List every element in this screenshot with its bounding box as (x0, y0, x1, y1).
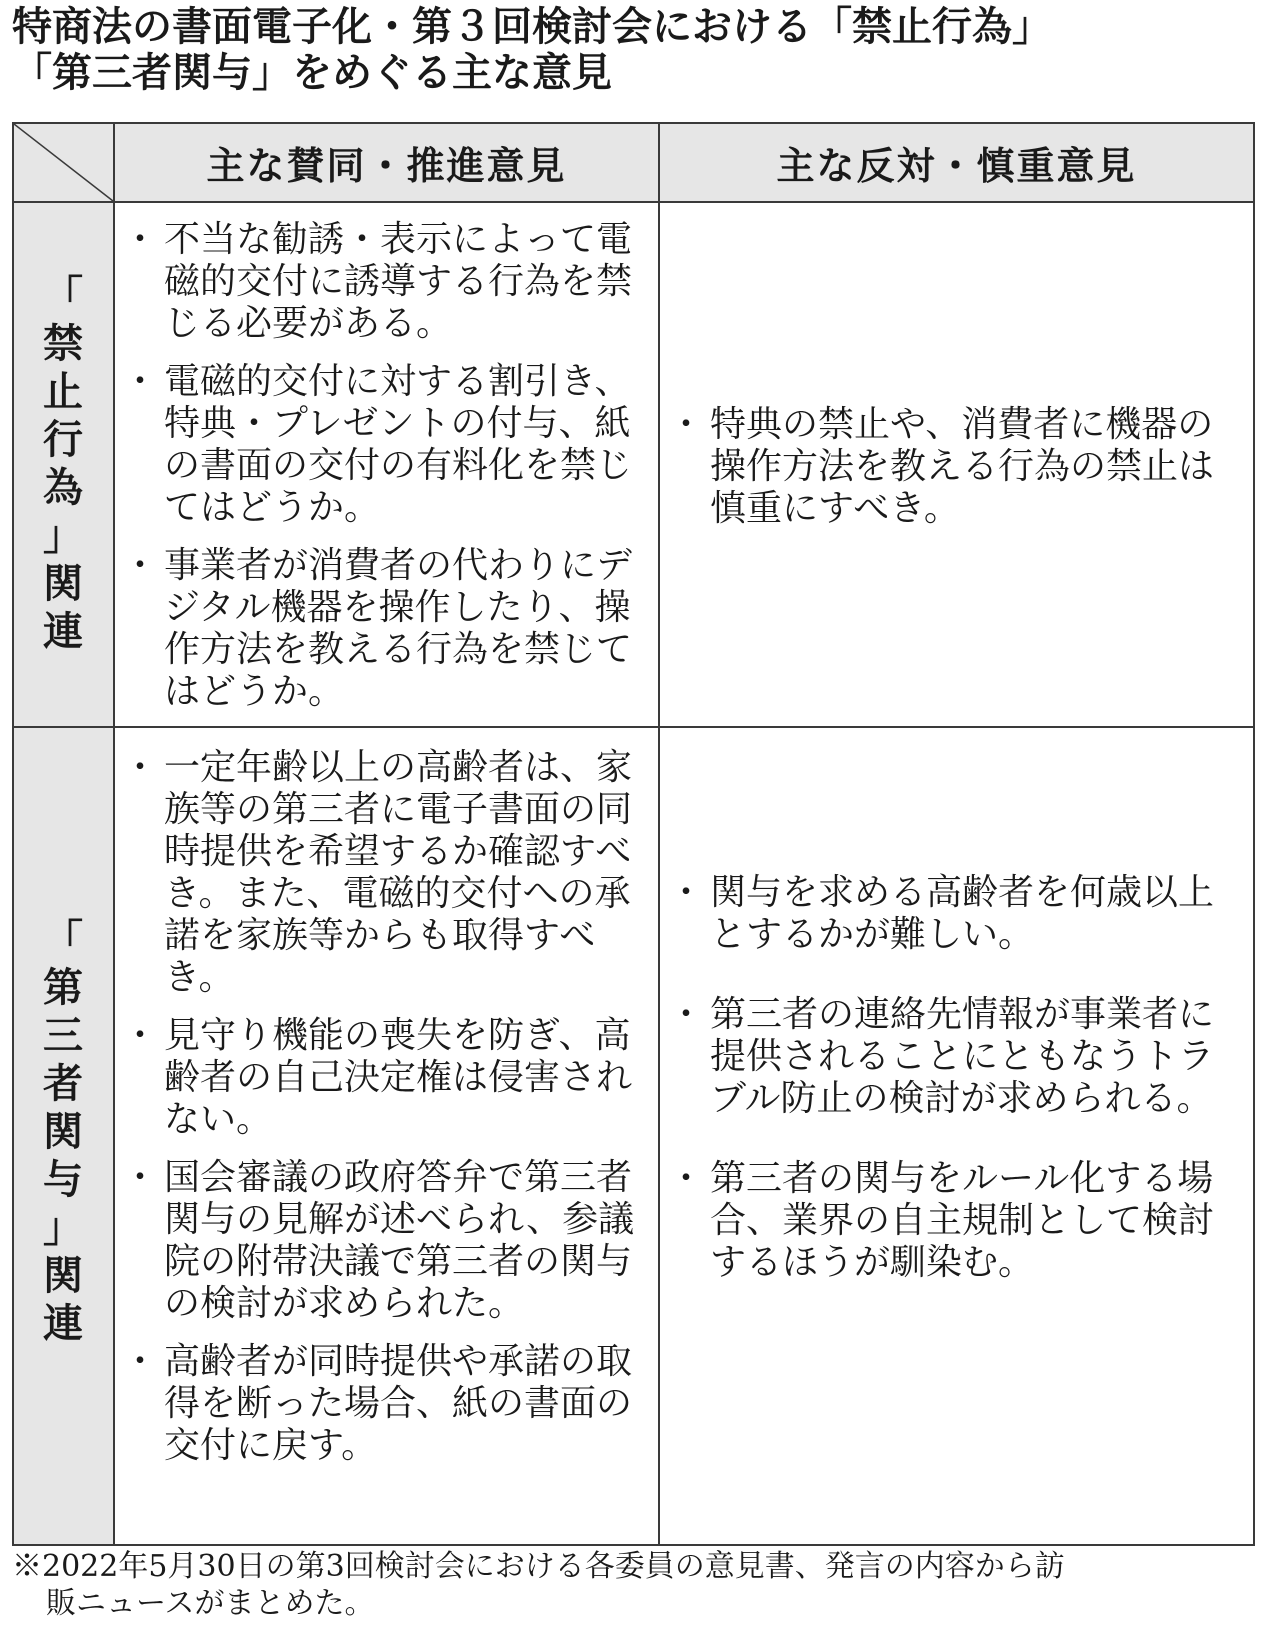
title-line-2: 「第三者関与」をめぐる主な意見 (12, 50, 612, 96)
list-item: ・ 第三者の連絡先情報が事業者に提供されることにともなうトラブル防止の検討が求められる。 (666, 994, 1246, 1120)
label-char: 行 (43, 417, 83, 463)
label-char: 関 (43, 561, 83, 607)
corner-diagonal (12, 122, 114, 202)
label-char: 与 (43, 1157, 83, 1203)
footnote (12, 1548, 1257, 1622)
label-char: 連 (43, 1301, 83, 1347)
label-char: 三 (43, 1013, 83, 1059)
label-char: 」 (43, 1205, 83, 1251)
list-item: ・ 関与を求める高齢者を何歳以上とするかが難しい。 (666, 872, 1246, 956)
label-char: 者 (43, 1061, 83, 1107)
list-item: ・ 見守り機能の喪失を防ぎ、高齢者の自己決定権は侵害されない。 (120, 1015, 655, 1141)
label-char: 為 (43, 465, 83, 511)
list-item: ・ 一定年齢以上の高齢者は、家族等の第三者に電子書面の同時提供を希望するか確認すべき。また、電磁的交付への承諾を家族等からも取得すべき。 (120, 747, 655, 999)
title-line-1: 特商法の書面電子化・第３回検討会における「禁止行為」 (12, 4, 1052, 50)
row-divider (12, 726, 1255, 728)
label-char: 」 (43, 513, 83, 559)
page-title (12, 4, 1257, 96)
footnote-line-2: 販ニュースがまとめた。 (46, 1586, 375, 1621)
third-party-pro-list (120, 747, 655, 1467)
row-label-third-party-involvement (12, 902, 114, 1362)
label-char: 「 (43, 273, 83, 319)
label-char: 禁 (43, 321, 83, 367)
list-item: ・ 第三者の関与をルール化する場合、業界の自主規制として検討するほうが馴染む。 (666, 1158, 1246, 1284)
label-char: 止 (43, 369, 83, 415)
third-party-con-list (666, 872, 1246, 1284)
footnote-line-1: ※2022年5月30日の第3回検討会における各委員の意見書、発言の内容から訪 (12, 1549, 1065, 1584)
list-item: ・ 不当な勧誘・表示によって電磁的交付に誘導する行為を禁じる必要がある。 (120, 219, 655, 345)
column-header-con: 主な反対・慎重意見 (776, 143, 1137, 188)
list-item: ・ 特典の禁止や、消費者に機器の操作方法を教える行為の禁止は慎重にすべき。 (666, 404, 1246, 530)
prohibited-acts-con-list (666, 404, 1246, 530)
table-border-bottom (12, 1544, 1255, 1546)
table-border-right (1253, 122, 1255, 1546)
list-item: ・ 電磁的交付に対する割引き、特典・プレゼントの付与、紙の書面の交付の有料化を禁じてはどうか。 (120, 361, 655, 529)
label-char: 第 (43, 965, 83, 1011)
opinions-table (12, 122, 1255, 1546)
column-header-pro: 主な賛同・推進意見 (206, 143, 567, 188)
list-item: ・ 高齢者が同時提供や承諾の取得を断った場合、紙の書面の交付に戻す。 (120, 1341, 655, 1467)
prohibited-acts-pro-list (120, 219, 655, 713)
label-char: 関 (43, 1253, 83, 1299)
label-char: 連 (43, 609, 83, 655)
label-char: 関 (43, 1109, 83, 1155)
middle-column-divider (658, 122, 660, 1546)
list-item: ・ 事業者が消費者の代わりにデジタル機器を操作したり、操作方法を教える行為を禁じてはどうか。 (120, 545, 655, 713)
label-char: 「 (43, 917, 83, 963)
row-label-prohibited-acts (12, 273, 114, 655)
list-item: ・ 国会審議の政府答弁で第三者関与の見解が述べられ、参議院の附帯決議で第三者の関与の検討が求められた。 (120, 1157, 655, 1325)
